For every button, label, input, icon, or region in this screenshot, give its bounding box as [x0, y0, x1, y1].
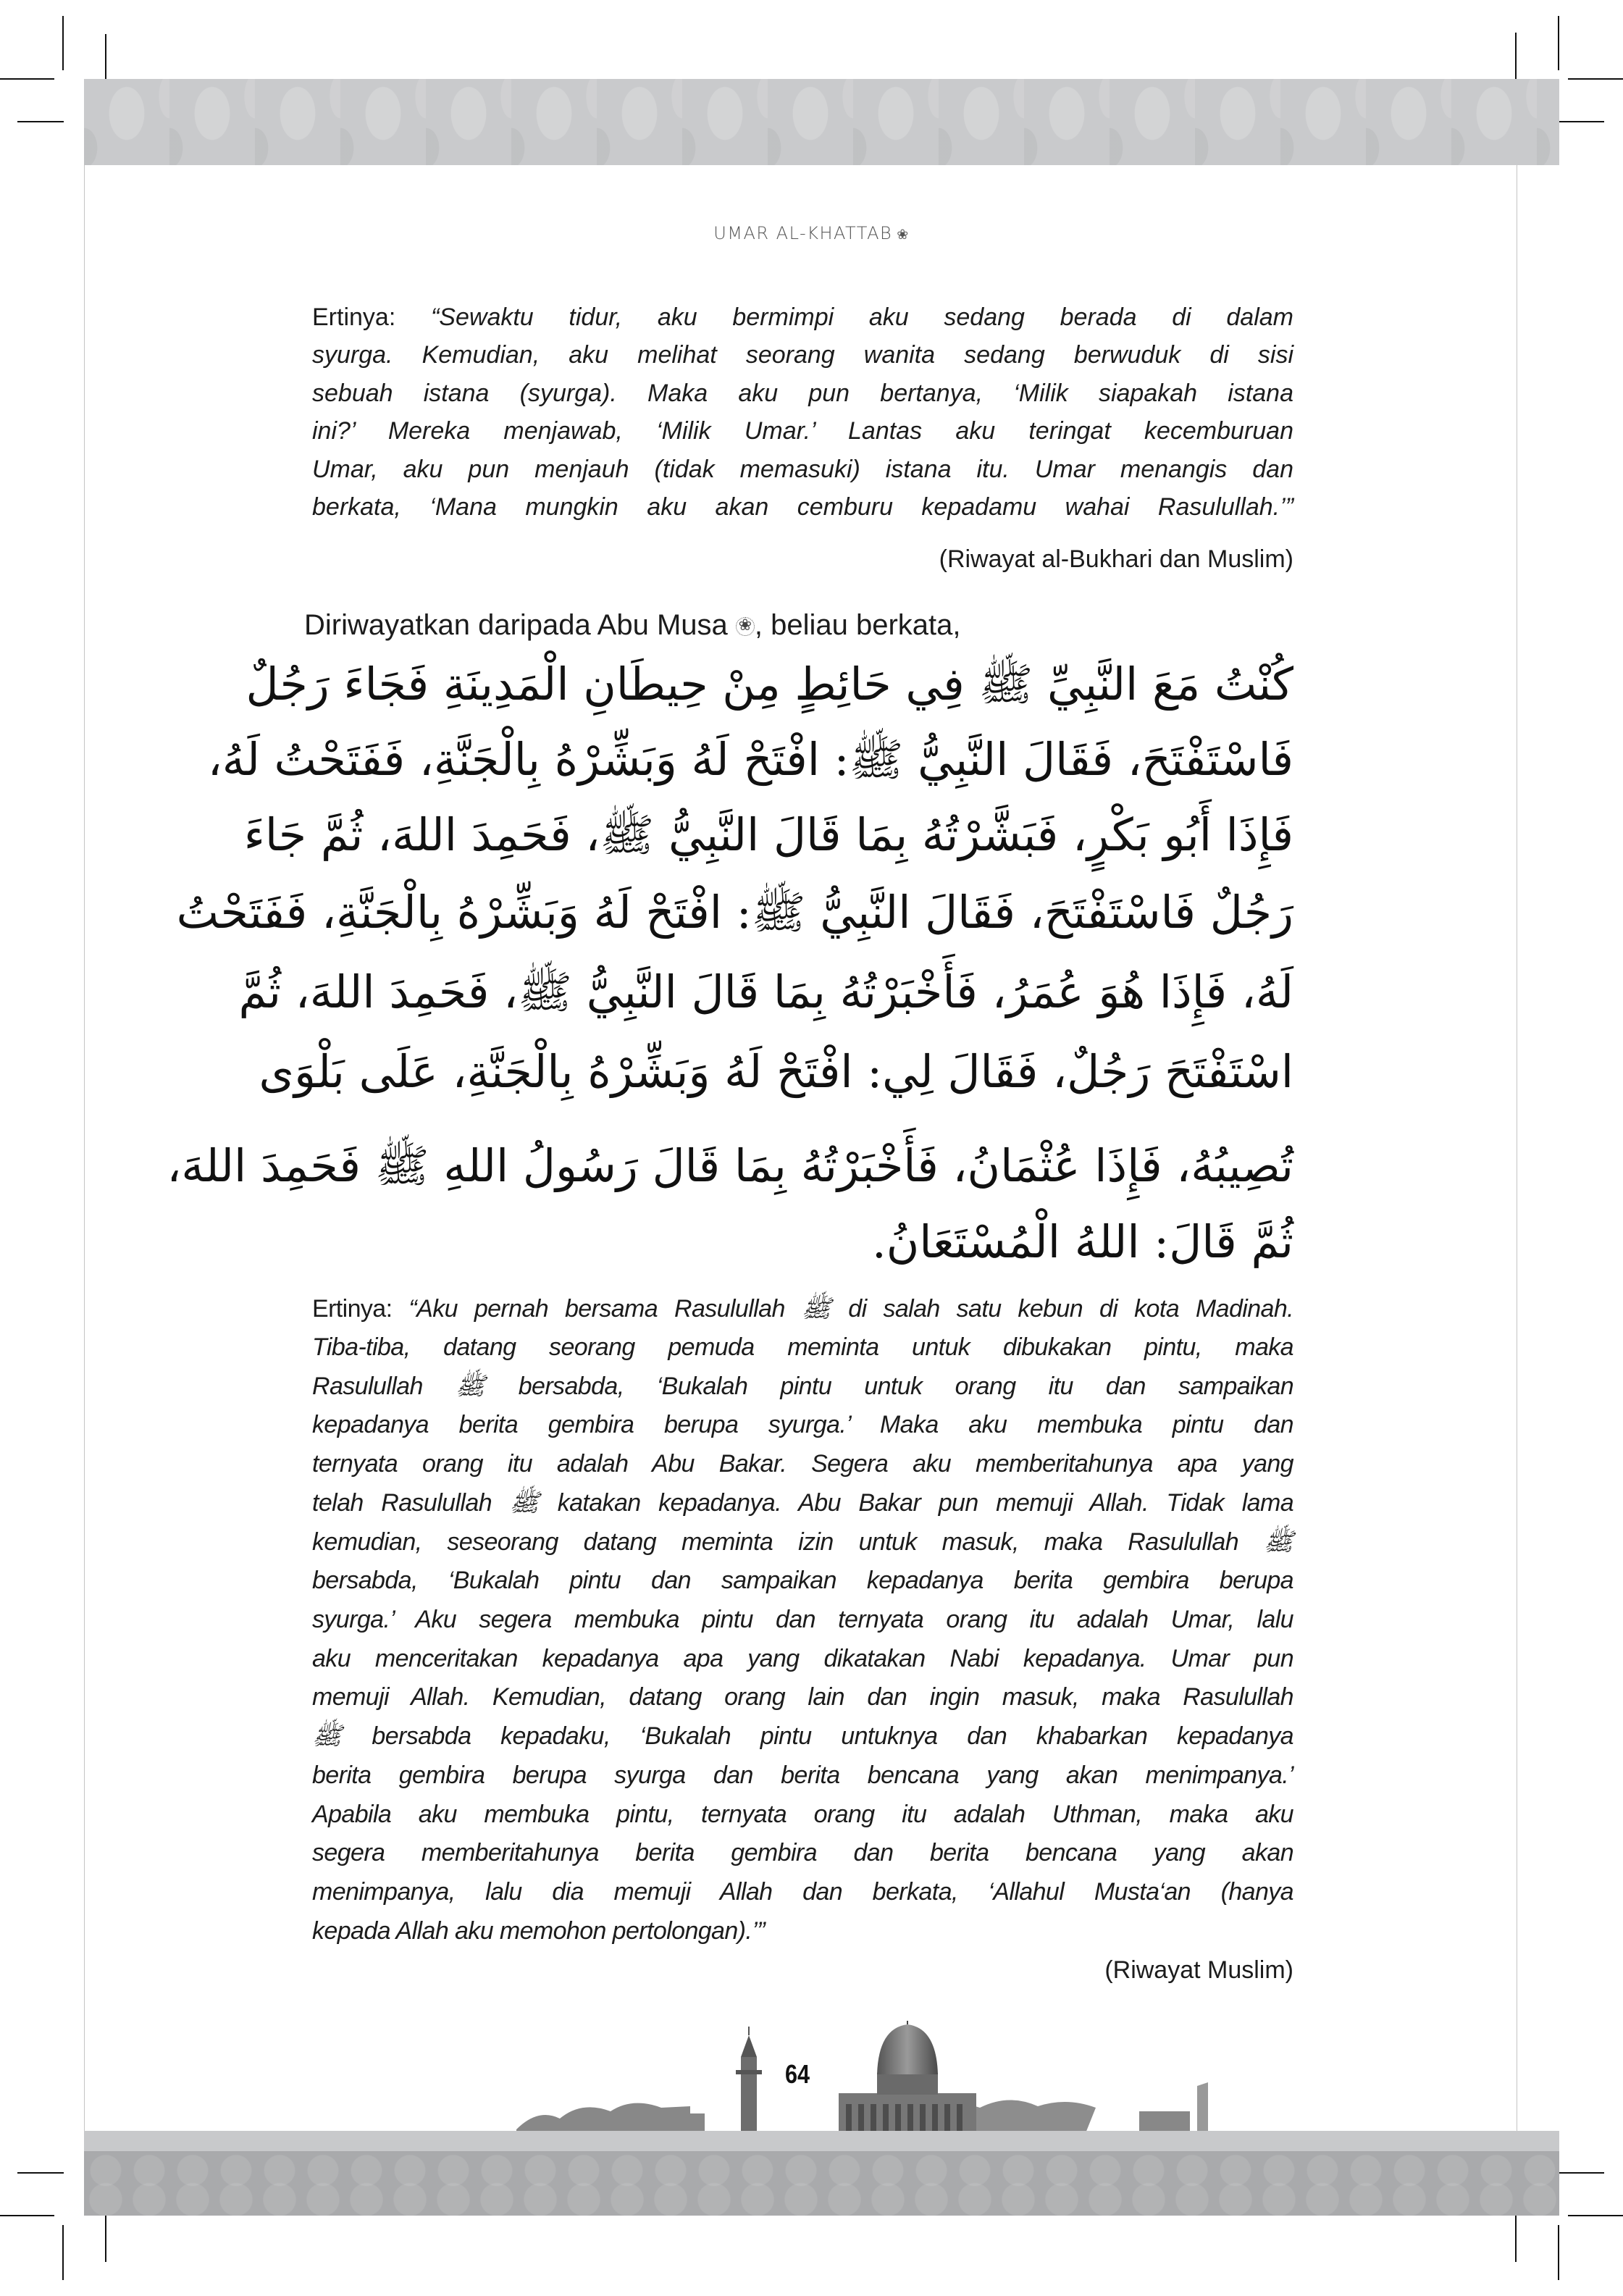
radiallahu-anhu-icon: ❀	[897, 225, 910, 243]
header-ornament-band	[84, 79, 1559, 165]
paragraph-text: “Sewaktu tidur, aku bermimpi aku sedang berada di dalam	[430, 303, 1293, 331]
paragraph-text: “Aku pernah bersama Rasulullah ﷺ di salah satu kebun di kota Madinah.	[408, 1295, 1293, 1323]
crop-mark	[1515, 2216, 1517, 2262]
paragraph-line: ﷺ bersabda kepadaku, ‘Bukalah pintu untuknya dan khabarkan kepadanya	[312, 1722, 1293, 1750]
paragraph-line: sebuah istana (syurga). Maka aku pun bertanya, ‘Milik siapakah istana	[312, 380, 1293, 407]
paragraph-line: Rasulullah ﷺ bersabda, ‘Bukalah pintu untuk orang itu dan sampaikan	[312, 1373, 1293, 1400]
crop-mark	[1559, 121, 1604, 122]
dome	[877, 2024, 938, 2074]
paragraph-line	[312, 1294, 1293, 1323]
arabic-line: كُنْتُ مَعَ النَّبِيِّ ﷺ فِي حَائِطٍ مِنْ حِيطَانِ الْمَدِينَةِ فَجَاءَ رَجُلٌ	[246, 658, 1293, 711]
paragraph-line: ternyata orang itu adalah Abu Bakar. Segera aku memberitahunya apa yang	[312, 1450, 1293, 1478]
arabic-line: لَهُ، فَإِذَا هُوَ عُمَرُ، فَأَخْبَرْتُهُ بِمَا قَالَ النَّبِيُّ ﷺ، فَحَمِدَ اللهَ، ثُمَّ	[238, 965, 1293, 1018]
footer-ornament-band	[84, 2151, 1559, 2216]
narration-intro-text: , beliau berkata,	[754, 609, 961, 641]
crop-mark	[1568, 2215, 1623, 2216]
paragraph-line: segera memberitahunya berita gembira dan berita bencana yang akan	[312, 1839, 1293, 1866]
arabic-line: فَاسْتَفْتَحَ، فَقَالَ النَّبِيُّ ﷺ: افْتَحْ لَهُ وَبَشِّرْهُ بِالْجَنَّةِ، فَفَتَحْتُ لَهُ،	[207, 733, 1293, 786]
page-number: 64	[785, 2059, 810, 2089]
paragraph-line	[312, 303, 1293, 332]
paragraph-line: Umar, aku pun menjauh (tidak memasuki) istana itu. Umar menangis dan	[312, 456, 1293, 483]
hadith-source: (Riwayat al-Bukhari dan Muslim)	[939, 545, 1293, 573]
arabic-line: تُصِيبُهُ، فَإِذَا عُثْمَانُ، فَأَخْبَرْتُهُ بِمَا قَالَ رَسُولُ اللهِ ﷺ فَحَمِدَ اللهَ،	[167, 1139, 1293, 1192]
running-head	[0, 223, 1623, 243]
paragraph-line: Tiba-tiba, datang seorang pemuda meminta untuk dibukakan pintu, maka	[312, 1333, 1293, 1361]
paragraph-line: berkata, ‘Mana mungkin aku akan cemburu kepadamu wahai Rasulullah.’”	[312, 493, 1293, 521]
crop-mark	[1568, 78, 1623, 80]
crop-mark	[0, 2215, 54, 2216]
drum	[877, 2073, 938, 2095]
arabic-line: رَجُلٌ فَاسْتَفْتَحَ، فَقَالَ النَّبِيُّ ﷺ: افْتَحْ لَهُ وَبَشِّرْهُ بِالْجَنَّةِ، فَفَتَحْتُ	[176, 886, 1293, 939]
paragraph-line: ini?’ Mereka menjawab, ‘Milik Umar.’ Lantas aku teringat kecemburuan	[312, 417, 1293, 445]
paragraph-line: bersabda, ‘Bukalah pintu dan sampaikan kepadanya berita gembira berupa	[312, 1567, 1293, 1594]
crop-mark	[105, 34, 106, 79]
footer-ornament-band	[84, 2131, 1559, 2151]
translation-label: Ertinya:	[312, 1295, 393, 1323]
running-head-title: UMAR AL-KHATTAB	[713, 223, 893, 243]
paragraph-line: Apabila aku membuka pintu, ternyata orang itu adalah Uthman, maka aku	[312, 1801, 1293, 1828]
crop-mark	[62, 16, 64, 70]
crop-mark	[1558, 16, 1559, 70]
paragraph-line: kepada Allah aku memohon pertolongan).’”	[312, 1917, 765, 1945]
crop-mark	[17, 121, 64, 122]
paragraph-line: telah Rasulullah ﷺ katakan kepadanya. Abu Bakar pun memuji Allah. Tidak lama	[312, 1489, 1294, 1517]
paragraph-line: aku menceritakan kepadanya apa yang dikatakan Nabi kepadanya. Umar pun	[312, 1645, 1293, 1672]
narration-intro-text: Diriwayatkan daripada Abu Musa	[304, 609, 728, 641]
paragraph-line: menimpanya, lalu dia memuji Allah dan berkata, ‘Allahul Musta‘an (hanya	[312, 1878, 1293, 1906]
translation-label: Ertinya:	[312, 303, 396, 331]
paragraph-line: kepadanya berita gembira berupa syurga.’ Maka aku membuka pintu dan	[312, 1411, 1293, 1438]
radiallahu-anhu-icon: ❀	[736, 617, 755, 636]
crop-mark	[1515, 33, 1517, 80]
crop-mark	[105, 2216, 106, 2262]
paragraph-line: kemudian, seseorang datang meminta izin untuk masuk, maka Rasulullah ﷺ	[312, 1528, 1293, 1556]
arabic-line: ثُمَّ قَالَ: اللهُ الْمُسْتَعَانُ.	[871, 1215, 1293, 1268]
arabic-line: فَإِذَا أَبُو بَكْرٍ، فَبَشَّرْتُهُ بِمَا قَالَ النَّبِيُّ ﷺ، فَحَمِدَ اللهَ، ثُمَّ جَاءَ	[243, 808, 1293, 861]
crop-mark	[1559, 2172, 1604, 2174]
crop-mark	[1558, 2225, 1559, 2280]
paragraph-line: syurga. Kemudian, aku melihat seorang wanita sedang berwuduk di sisi	[312, 341, 1293, 369]
paragraph-line: syurga.’ Aku segera membuka pintu dan ternyata orang itu adalah Umar, lalu	[312, 1606, 1293, 1633]
crop-mark	[17, 2172, 64, 2174]
paragraph-line: memuji Allah. Kemudian, datang orang lain dan ingin masuk, maka Rasulullah	[312, 1683, 1293, 1711]
arabic-line: اسْتَفْتَحَ رَجُلٌ، فَقَالَ لِي: افْتَحْ لَهُ وَبَشِّرْهُ بِالْجَنَّةِ، عَلَى بَلْوَى	[259, 1045, 1293, 1098]
narration-intro	[304, 608, 961, 642]
crop-mark	[0, 78, 54, 80]
hadith-source: (Riwayat Muslim)	[1104, 1956, 1293, 1984]
crop-mark	[62, 2225, 64, 2280]
paragraph-line: berita gembira berupa syurga dan berita bencana yang akan menimpanya.’	[312, 1761, 1293, 1789]
trim-line-left	[84, 165, 85, 2131]
